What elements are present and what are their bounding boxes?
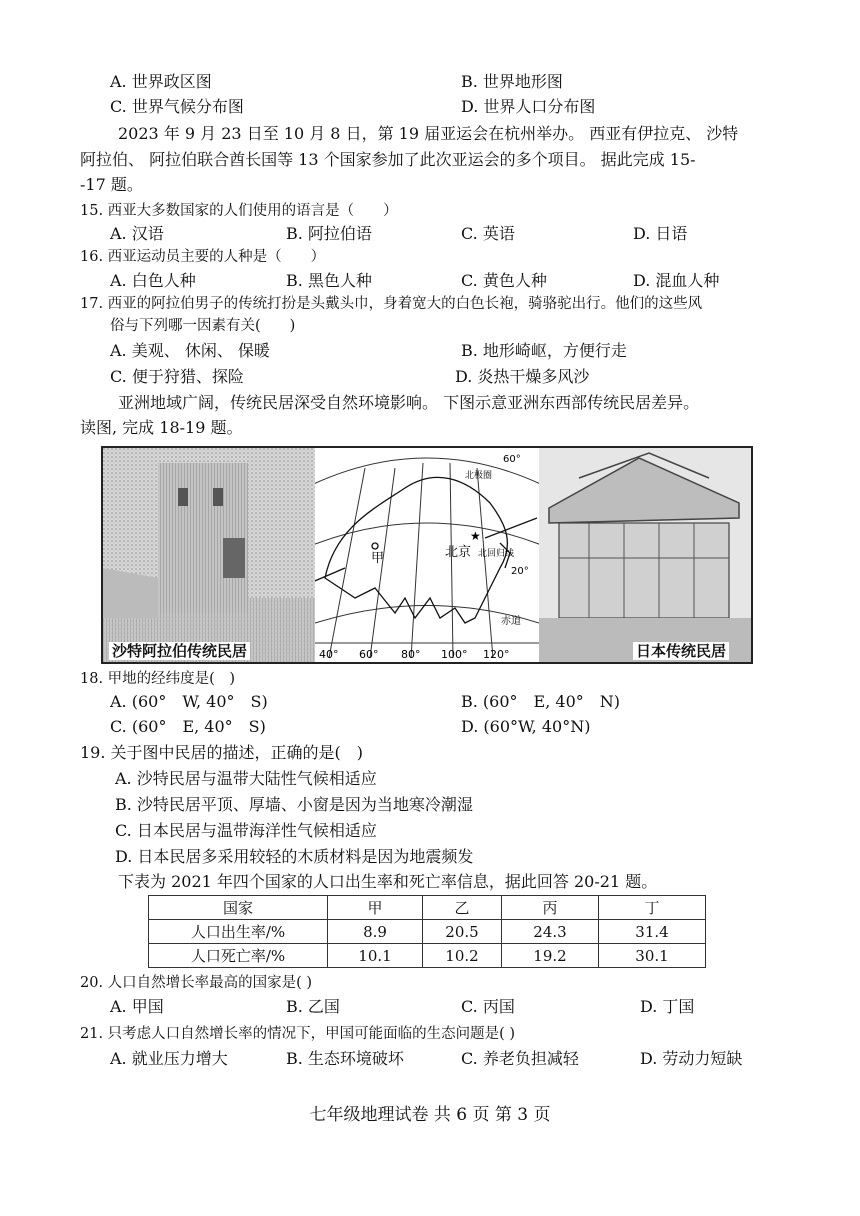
q19-option-c: C. 日本民居与温带海洋性气候相适应 [115, 821, 377, 840]
lon-tick: 100° [441, 648, 468, 661]
asia-houses-figure [101, 446, 753, 664]
table-cell: 19.2 [502, 944, 599, 968]
table-cell: 人口死亡率/% [149, 944, 328, 968]
q16-option-d: D. 混血人种 [633, 271, 720, 290]
table-cell: 10.1 [328, 944, 423, 968]
q21-option-b: B. 生态环境破坏 [286, 1049, 404, 1068]
q17-option-b: B. 地形崎岖，方便行走 [461, 341, 627, 360]
page-footer: 七年级地理试卷 共 6 页 第 3 页 [309, 1105, 551, 1125]
q17-stem-line2: 俗与下列哪一因素有关( ) [110, 318, 296, 334]
table-row [149, 944, 706, 968]
table-header-cell: 丁 [599, 896, 706, 920]
table-cell: 人口出生率/% [149, 920, 328, 944]
map-label-beijing: 北京 [445, 545, 472, 560]
svg-text:★: ★ [470, 529, 481, 543]
q16-option-c: C. 黄色人种 [461, 271, 547, 290]
q18-option-b: B. (60° E, 40° N) [461, 692, 620, 711]
q15-option-b: B. 阿拉伯语 [286, 224, 372, 243]
intro15-line3: -17 题。 [80, 175, 143, 194]
table-header-cell: 甲 [328, 896, 423, 920]
intro18-line1: 亚洲地域广阔，传统民居深受自然环境影响。 下图示意亚洲东西部传统民居差异。 [118, 393, 700, 412]
asia-map [315, 448, 539, 662]
q20-stem: 20. 人口自然增长率最高的国家是( ) [80, 975, 313, 991]
map-label-tropic: 北回归线 [478, 549, 515, 559]
lon-tick: 40° [319, 648, 339, 661]
map-label-arctic: 北极圈 [465, 471, 493, 481]
population-table [148, 895, 706, 968]
lon-tick: 120° [483, 648, 510, 661]
table-cell: 20.5 [423, 920, 502, 944]
table-header-row [149, 896, 706, 920]
q18-stem: 18. 甲地的经纬度是( ) [80, 671, 235, 687]
q14-option-a: A. 世界政区图 [110, 72, 212, 91]
map-label-jia: 甲 [371, 551, 385, 566]
q19-option-d: D. 日本民居多采用较轻的木质材料是因为地震频发 [115, 847, 474, 866]
q14-option-b: B. 世界地形图 [461, 72, 563, 91]
q16-option-b: B. 黑色人种 [286, 271, 372, 290]
q18-option-c: C. (60° E, 40° S) [110, 717, 266, 736]
q17-option-d: D. 炎热干燥多风沙 [455, 367, 590, 386]
q20-option-b: B. 乙国 [286, 997, 340, 1016]
intro15-line1: 2023 年 9 月 23 日至 10 月 8 日，第 19 届亚运会在杭州举办。 西亚有伊拉克、 沙特 [118, 124, 739, 143]
table-row [149, 920, 706, 944]
q19-stem: 19. 关于图中民居的描述，正确的是( ) [80, 743, 364, 762]
table-cell: 24.3 [502, 920, 599, 944]
saudi-house-photo [103, 448, 315, 662]
intro20: 下表为 2021 年四个国家的人口出生率和死亡率信息，据此回答 20-21 题。 [118, 872, 658, 891]
caption-saudi-house: 沙特阿拉伯传统民居 [109, 642, 250, 660]
table-header-cell: 国家 [149, 896, 328, 920]
q14-option-c: C. 世界气候分布图 [110, 97, 244, 116]
map-label-lat60: 60° [503, 454, 521, 465]
q16-option-a: A. 白色人种 [110, 271, 196, 290]
japan-house-photo [539, 448, 751, 662]
q15-option-c: C. 英语 [461, 224, 515, 243]
map-label-equator: 赤道 [501, 616, 521, 627]
table-header-cell: 丙 [502, 896, 599, 920]
q18-option-d: D. (60°W, 40°N) [461, 717, 591, 736]
q18-option-a: A. (60° W, 40° S) [110, 692, 268, 711]
q17-stem-line1: 17. 西亚的阿拉伯男子的传统打扮是头戴头巾，身着宽大的白色长袍，骑骆驼出行。他们的这些风 [80, 296, 703, 312]
q21-option-a: A. 就业压力增大 [110, 1049, 228, 1068]
lon-tick: 60° [359, 648, 379, 661]
q15-stem: 15. 西亚大多数国家的人们使用的语言是（ ） [80, 203, 398, 219]
q15-option-a: A. 汉语 [110, 224, 164, 243]
q20-option-d: D. 丁国 [640, 997, 695, 1016]
q21-stem: 21. 只考虑人口自然增长率的情况下，甲国可能面临的生态问题是( ) [80, 1026, 516, 1042]
q19-option-b: B. 沙特民居平顶、厚墙、小窗是因为当地寒冷潮湿 [115, 795, 473, 814]
table-cell: 10.2 [423, 944, 502, 968]
q19-option-a: A. 沙特民居与温带大陆性气候相适应 [115, 769, 377, 788]
q21-option-d: D. 劳动力短缺 [640, 1049, 743, 1068]
map-label-lat20: 20° [511, 566, 529, 577]
intro15-line2: 阿拉伯、 阿拉伯联合酋长国等 13 个国家参加了此次亚运会的多个项目。 据此完成 15- [80, 150, 696, 169]
table-header-cell: 乙 [423, 896, 502, 920]
table-cell: 30.1 [599, 944, 706, 968]
caption-japan-house: 日本传统民居 [633, 642, 729, 660]
q14-option-d: D. 世界人口分布图 [461, 97, 596, 116]
q17-option-c: C. 便于狩猎、探险 [110, 367, 244, 386]
lon-tick: 80° [401, 648, 421, 661]
q15-option-d: D. 日语 [633, 224, 688, 243]
intro18-line2: 读图, 完成 18-19 题。 [80, 418, 243, 437]
q20-option-a: A. 甲国 [110, 997, 164, 1016]
table-cell: 8.9 [328, 920, 423, 944]
table-cell: 31.4 [599, 920, 706, 944]
q17-option-a: A. 美观、 休闲、 保暖 [110, 341, 270, 360]
q16-stem: 16. 西亚运动员主要的人种是（ ） [80, 249, 326, 265]
q20-option-c: C. 丙国 [461, 997, 515, 1016]
q21-option-c: C. 养老负担减轻 [461, 1049, 579, 1068]
